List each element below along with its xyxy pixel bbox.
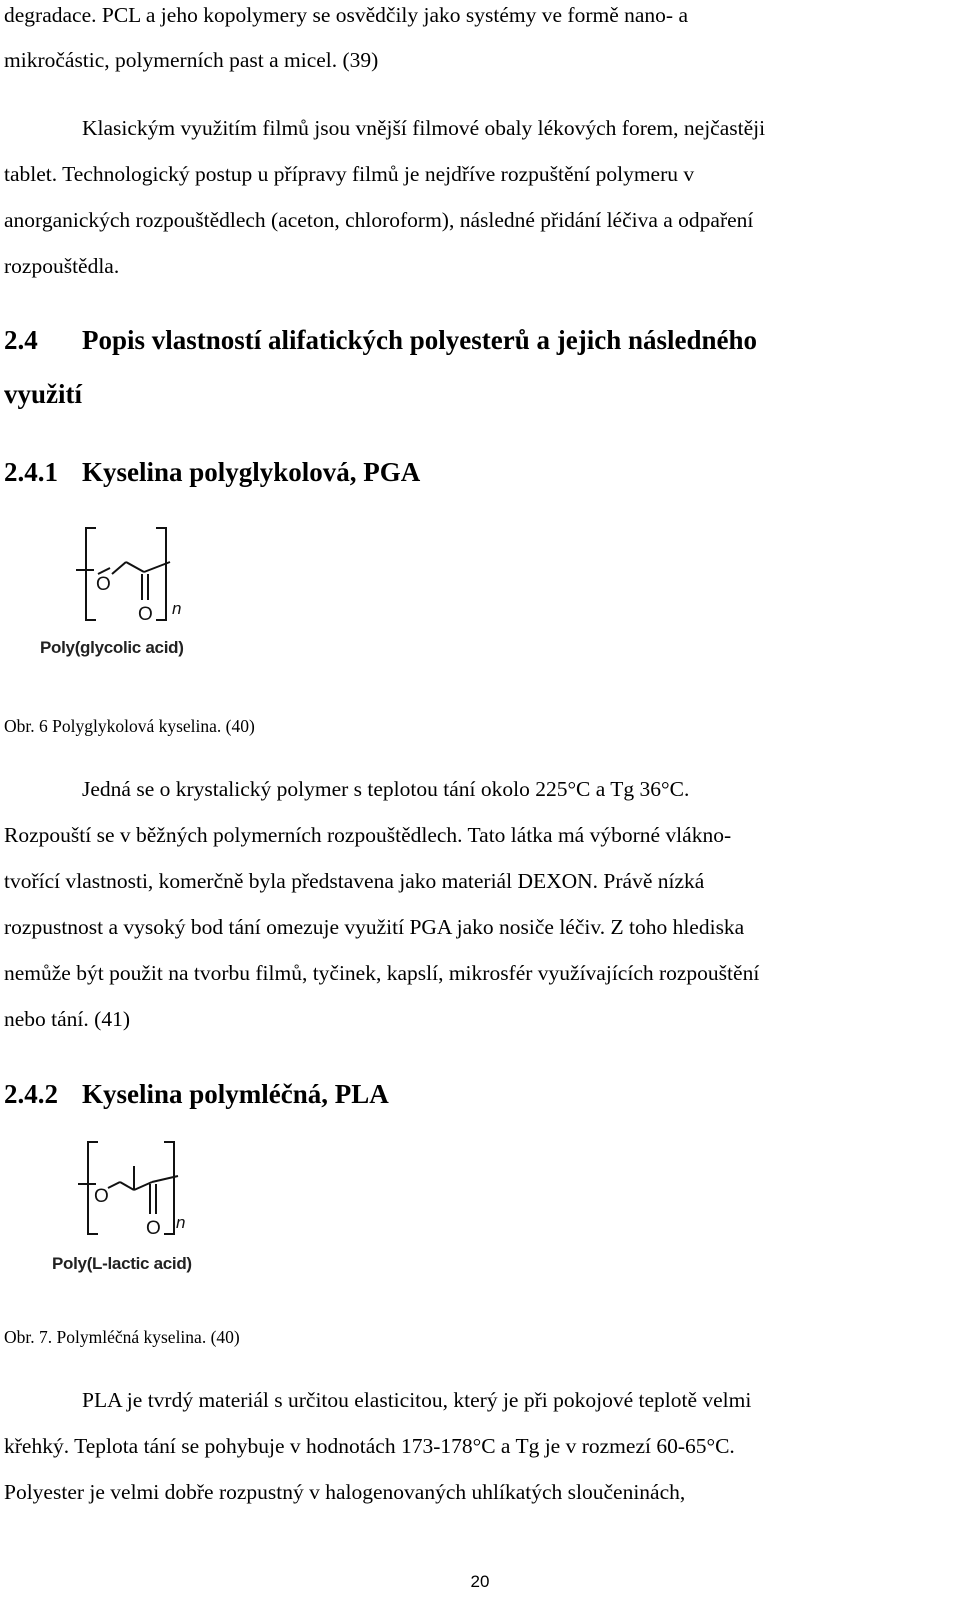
pga-structure-diagram	[58, 522, 208, 632]
figure-caption: Obr. 7. Polymléčná kyselina. (40)	[4, 1327, 240, 1347]
text-line: Polyester je velmi dobře rozpustný v halogenovaných uhlíkatých sloučeninách,	[4, 1480, 686, 1504]
structure-label: Poly(L-lactic acid)	[52, 1254, 192, 1273]
atom-oxygen: O	[146, 1218, 161, 1239]
structure-label: Poly(glycolic acid)	[40, 638, 184, 657]
section-heading-2-4-cont: využití	[4, 379, 82, 409]
section-title: Popis vlastností alifatických polyesterů a jejich následného	[82, 325, 758, 355]
text-line: nebo tání. (41)	[4, 1007, 130, 1031]
text-line: rozpouštědla.	[4, 254, 120, 278]
repeat-subscript: n	[176, 1213, 186, 1232]
section-title: Kyselina polymléčná, PLA	[82, 1079, 389, 1109]
pla-structure-diagram	[68, 1136, 228, 1246]
section-number: 2.4	[4, 325, 38, 355]
text-line: PLA je tvrdý materiál s určitou elasticitou, který je při pokojové teplotě velmi	[82, 1388, 752, 1412]
atom-oxygen: O	[138, 604, 153, 625]
text-line: tablet. Technologický postup u přípravy filmů je nejdříve rozpuštění polymeru v	[4, 162, 695, 186]
atom-oxygen: O	[94, 1186, 109, 1207]
text-line: tvořící vlastnosti, komerčně byla představena jako materiál DEXON. Právě nízká	[4, 869, 705, 893]
section-number: 2.4.2	[4, 1079, 58, 1109]
page-number: 20	[470, 1572, 490, 1591]
section-heading-2-4-2	[4, 1078, 389, 1110]
section-number: 2.4.1	[4, 457, 58, 487]
atom-oxygen: O	[96, 574, 111, 595]
text-line: Rozpouští se v běžných polymerních rozpouštědlech. Tato látka má výborné vlákno-	[4, 823, 732, 847]
section-title: Kyselina polyglykolová, PGA	[82, 457, 421, 487]
text-line: degradace. PCL a jeho kopolymery se osvědčily jako systémy ve formě nano- a	[4, 3, 689, 27]
text-line: nemůže být použit na tvorbu filmů, tyčinek, kapslí, mikrosfér využívajících rozpouštění	[4, 961, 760, 985]
section-heading-2-4	[4, 324, 757, 356]
text-line: křehký. Teplota tání se pohybuje v hodnotách 173-178°C a Tg je v rozmezí 60-65°C.	[4, 1434, 735, 1458]
repeat-subscript: n	[172, 599, 182, 618]
section-heading-2-4-1	[4, 456, 420, 488]
text-line: Klasickým využitím filmů jsou vnější filmové obaly lékových forem, nejčastěji	[82, 116, 766, 140]
text-line: rozpustnost a vysoký bod tání omezuje využití PGA jako nosiče léčiv. Z toho hlediska	[4, 915, 745, 939]
text-line: Jedná se o krystalický polymer s teplotou tání okolo 225°C a Tg 36°C.	[82, 777, 690, 801]
text-line: anorganických rozpouštědlech (aceton, chloroform), následné přidání léčiva a odpaření	[4, 208, 754, 232]
text-line: mikročástic, polymerních past a micel. (39)	[4, 48, 379, 72]
figure-caption: Obr. 6 Polyglykolová kyselina. (40)	[4, 716, 255, 736]
